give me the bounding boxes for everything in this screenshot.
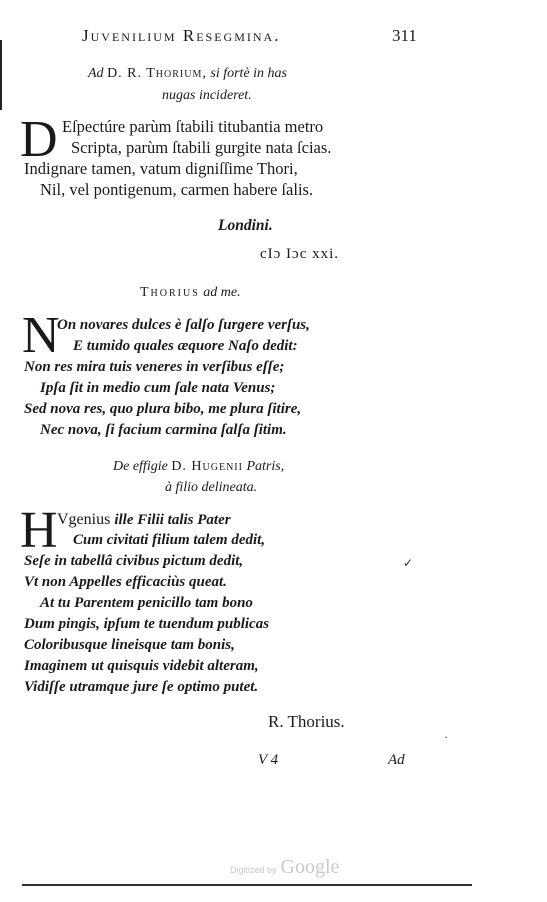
- margin-speck: ·: [444, 730, 448, 744]
- poem2-dropcap: N: [22, 307, 60, 364]
- catchword: Ad: [388, 752, 405, 768]
- poem3-title-line2: à filio delineata.: [165, 480, 258, 495]
- running-head: Juvenilium Resegmina.: [82, 26, 281, 45]
- poem1-title-rest: si fortè in has: [210, 66, 287, 81]
- signature-mark: V 4: [258, 752, 279, 768]
- poem2-line: Sed nova res, quo plura bibo, me plura ſitire,: [24, 401, 302, 417]
- poem1-line: Scripta, parùm ſtabili gurgite nata ſcias.: [71, 138, 332, 157]
- poem3-author: R. Thorius.: [268, 712, 345, 731]
- binding-edge: [0, 40, 2, 110]
- poem3-first-word: Vgenius: [57, 511, 111, 528]
- poem3-line: Dum pingis, ipſum te tuendum publicas: [24, 616, 270, 632]
- poem1-line: Eſpectúre parùm ſtabili titubantia metro: [62, 117, 324, 136]
- bottom-scan-edge: [22, 884, 472, 886]
- poem1-line: Indignare tamen, vatum digniſſime Thori,: [24, 159, 298, 178]
- poem3-line: Seſe in tabellâ civibus pictum dedit,: [24, 553, 244, 569]
- place-name: Londini.: [218, 217, 273, 234]
- poem3-line: Vt non Appelles efficaciùs queat.: [24, 574, 227, 590]
- poem3-title-rest: Patris,: [246, 459, 285, 474]
- poem3-line: Imaginem ut quisquis videbit alteram,: [24, 658, 259, 674]
- poem3-dropcap: H: [20, 502, 58, 559]
- margin-speck: ✓: [403, 556, 414, 570]
- digitized-by-label: Digitized by: [230, 865, 277, 875]
- poem2-line: Nec nova, ſi facium carmina ſalſa ſitim.: [40, 422, 287, 438]
- poem2-line: Non res mira tuis veneres in verſibus eſſe;: [24, 359, 285, 375]
- date-line: cIɔ Iɔc xxi.: [260, 246, 340, 262]
- poem1-line: Nil, vel pontigenum, carmen habere ſalis.: [40, 180, 314, 199]
- poem2-title-rest: ad me.: [203, 285, 241, 300]
- poem3-title: [113, 459, 284, 475]
- digitized-watermark: [230, 856, 339, 879]
- poem1-title-name: D. R. Thorium,: [107, 66, 207, 81]
- poem2-title-name: Thorius: [140, 285, 200, 300]
- poem3-first-rest: ille Filii talis Pater: [114, 512, 231, 528]
- poem2-line: Ipſa ſit in medio cum ſale nata Venus;: [40, 380, 276, 396]
- poem1-dropcap: D: [20, 111, 58, 168]
- poem1-title-line2: nugas incideret.: [162, 88, 252, 103]
- poem1-title-ad: Ad: [88, 66, 104, 81]
- google-wordmark: Google: [280, 856, 340, 878]
- poem3-title-pre: De effigie: [113, 459, 168, 474]
- poem2-line: On novares dulces è ſalſo ſurgere verſus,: [57, 317, 310, 333]
- poem3-line: Cum civitati filium talem dedit,: [73, 532, 266, 548]
- poem3-first-line: [57, 509, 231, 531]
- poem3-line: At tu Parentem penicillo tam bono: [40, 595, 253, 611]
- poem2-line: E tumido quales æquore Naſo dedit:: [73, 338, 298, 354]
- poem1-title: [88, 66, 287, 82]
- poem3-line: Vidiſſe utramque jure ſe optimo putet.: [24, 679, 259, 695]
- poem2-title: [140, 285, 241, 301]
- poem3-line: Coloribusque lineisque tam bonis,: [24, 637, 235, 653]
- poem3-title-name: D. Hugenii: [171, 459, 243, 474]
- page-number: 311: [392, 26, 417, 45]
